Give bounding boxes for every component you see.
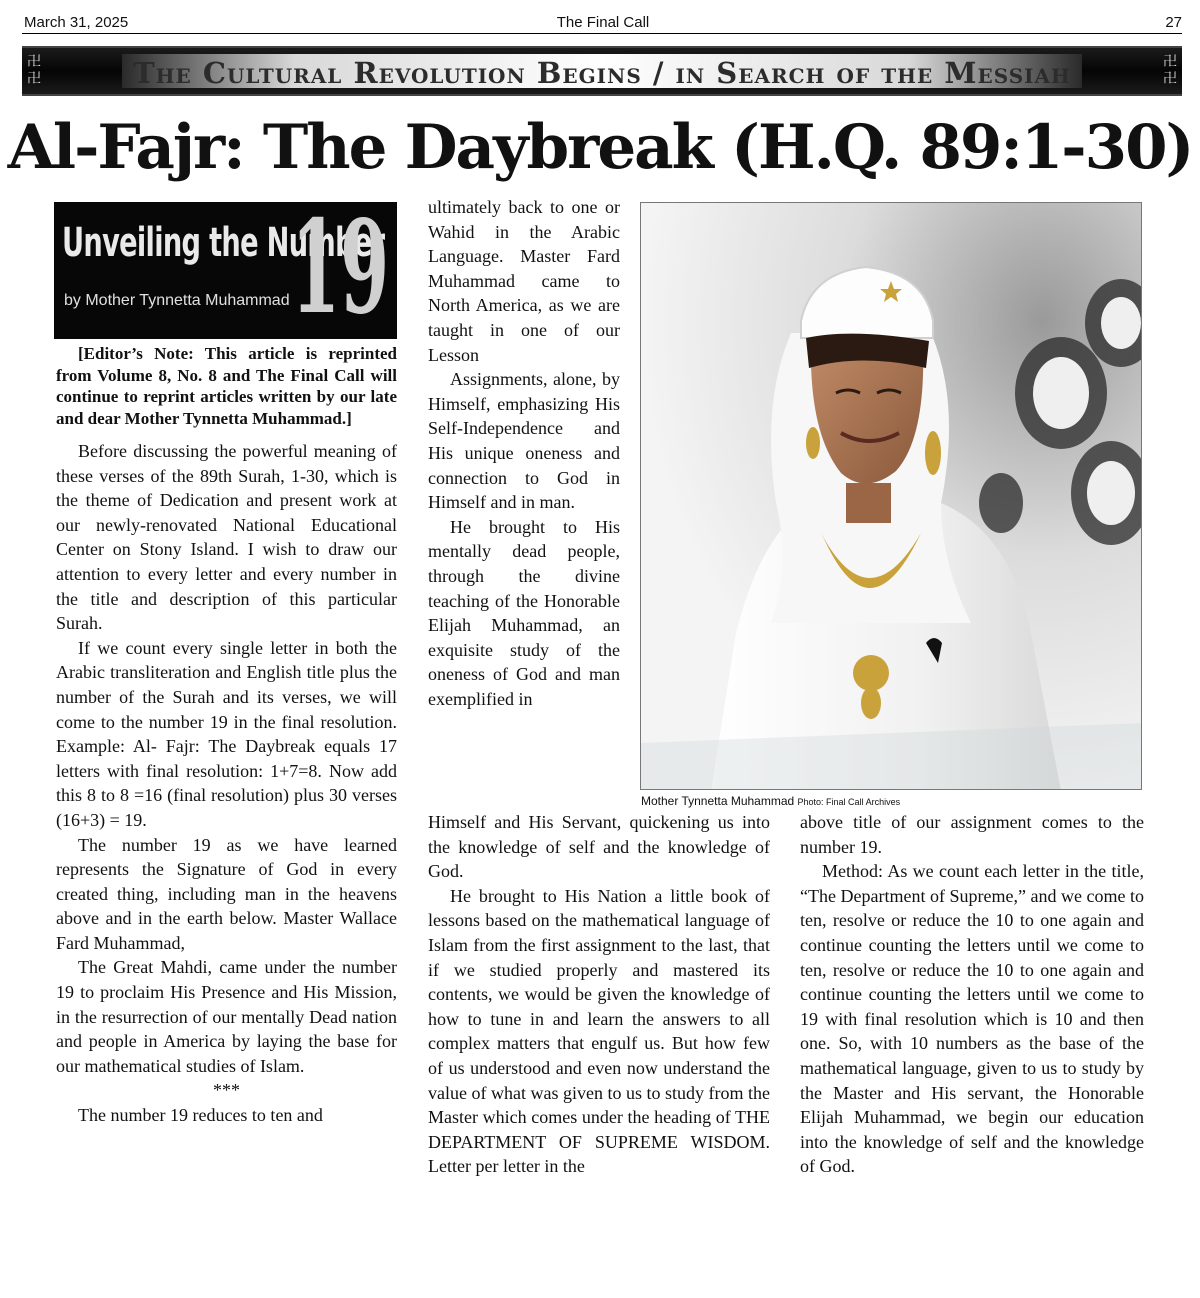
article-paragraph-continued: Himself and His Servant, quickening us into the knowledge of self and the knowledge of God.: [428, 812, 770, 882]
publication-name: The Final Call: [556, 14, 650, 31]
article-paragraph: Method: As we count each letter in the title, “The Department of Supreme,” and we come to ten, resolve or reduce the 10 to one again and continue counting the letters until we come to ten, resolve or reduce the 10 to one again and continue counting the letters until we come to 19 with final resolution which is 10 and then one. So, with 10 numbers as the base of the mathematical language, given to us to study by the Master and His servant, the Honorable Elijah Muhammad, we begin our education into the knowledge of self and the knowledge of God.: [800, 861, 1144, 1177]
header-rule: [22, 33, 1182, 34]
article-column-2-bottom: [428, 810, 770, 1179]
banner-title: The Cultural Revolution Begins / in Search of the Messiah: [133, 56, 1071, 90]
article-column-3: [800, 810, 1144, 1179]
column-logo-number: 19: [291, 202, 389, 339]
article-paragraph: He brought to His mentally dead people, through the divine teaching of the Honorable Elijah Muhammad, an exquisite study of the oneness of God and man exemplified in: [428, 516, 620, 709]
article-column-2-top: [428, 195, 620, 711]
portrait-photo: [640, 202, 1142, 790]
article-paragraph-continued: ultimately back to one or Wahid in the Arabic Language. Master Fard Muhammad came to North America, as we are taught in one of our Lesson: [428, 197, 620, 365]
column-logo: [54, 202, 397, 339]
article-paragraph: If we count every single letter in both the Arabic transliteration and English title plus the number of the Surah and its verses, we will come to the number 19 in the final resolution. Example: Al- Fajr: The Daybreak equals 17 letters with final resolution: 1+7=8. Now add this 8 to 8 =16 (final resolution) plus 30 verses (16+3) = 19.: [56, 637, 397, 830]
section-separator: ***: [213, 1080, 240, 1101]
portrait-illustration: [641, 203, 1142, 790]
banner-ornament-right-icon: 卍 卍: [1163, 54, 1177, 87]
article-paragraph: The number 19 reduces to ten and: [78, 1105, 323, 1126]
article-paragraph: The number 19 as we have learned represents the Signature of God in every created thing, including man in the heavens above and in the earth below. Master Wallace Fard Muhammad,: [56, 834, 397, 953]
article-paragraph: Before discussing the powerful meaning of these verses of the 89th Surah, 1-30, which is the theme of Dedication and present work at our newly-renovated National Educational Center on Stony Island. I wish to draw our attention to every letter and every number in the title and description of this particular Surah.: [56, 441, 397, 634]
issue-date: March 31, 2025: [24, 14, 129, 31]
photo-caption-name: Mother Tynnetta Muhammad: [641, 794, 795, 808]
column-logo-title: Unveiling the Number: [62, 220, 385, 266]
section-banner: [22, 46, 1182, 96]
editor-note: [Editor’s Note: This article is reprinted from Volume 8, No. 8 and The Final Call will continue to reprint articles written by our late and dear Mother Tynnetta Muhammad.]: [56, 344, 397, 428]
article-paragraph: Assignments, alone, by Himself, emphasizing His Self-Independence and His unique oneness and connection to God in Himself and in man.: [428, 369, 620, 513]
page-number: 27: [1165, 14, 1182, 31]
article-paragraph: The Great Mahdi, came under the number 19 to proclaim His Presence and His Mission, in the resurrection of our mentally Dead nation and people in America by laying the base for our mathematical studies of Islam.: [56, 957, 397, 1076]
photo-caption: [641, 794, 900, 808]
running-header: [24, 14, 1182, 34]
article-column-1: [56, 343, 397, 1128]
article-headline: Al-Fajr: The Daybreak (H.Q. 89:1-30): [7, 112, 1193, 183]
banner-ornament-left-icon: 卍 卍: [27, 54, 41, 87]
photo-credit: Photo: Final Call Archives: [797, 797, 901, 807]
article-paragraph: He brought to His Nation a little book of lessons based on the mathematical language of Islam from the first assignment to the last, that if we studied properly and mastered its contents, we would be given the knowledge of how to tune in and learn the answers to all complex matters that engulf us. But how few of us understood and even now understand the value of what was given to us to study from the Master which comes under the heading of THE DEPARTMENT OF SUPREME WISDOM. Letter per letter in the: [428, 885, 770, 1177]
column-logo-byline: by Mother Tynnetta Muhammad: [64, 292, 290, 309]
article-paragraph-continued: above title of our assignment comes to the number 19.: [800, 812, 1144, 857]
